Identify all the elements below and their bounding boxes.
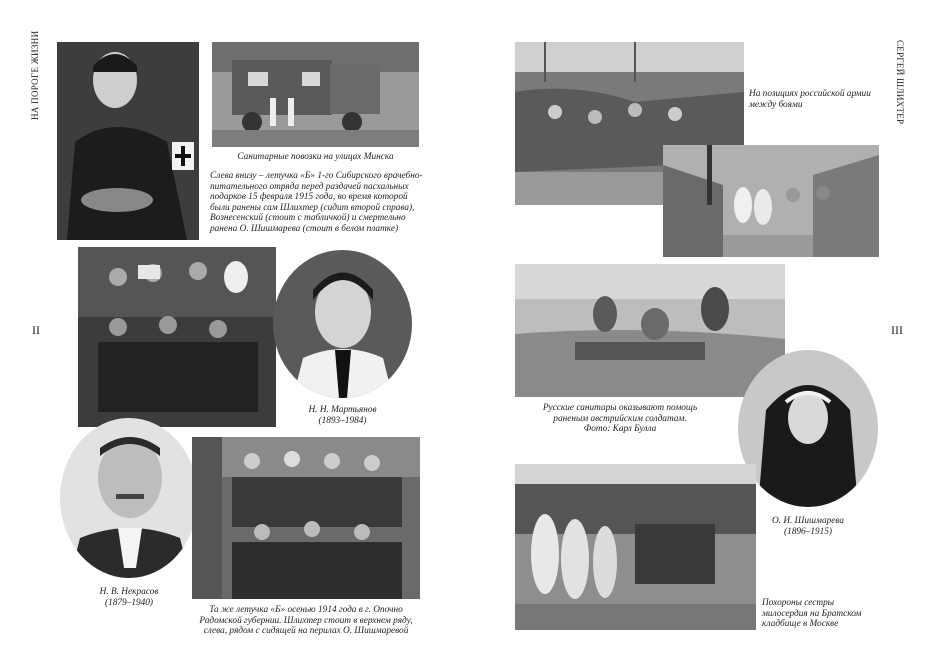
photo-medics-helping [515, 264, 785, 397]
caption-line: кладбище в Москве [762, 619, 839, 630]
left-page-number: II [32, 323, 40, 337]
group-photo-detachment [78, 247, 276, 427]
caption-line: (1893–1984) [318, 415, 367, 426]
caption-line: Фото: Карл Булла [583, 424, 657, 435]
caption-detachment-b [210, 171, 435, 235]
photo-funeral-nurse [515, 464, 756, 630]
caption-line: Русские санитары оказывают помощь [542, 403, 698, 413]
caption-line: раненым австрийским солдатам. [553, 413, 687, 424]
caption-line: питательного отряда перед раздачей пасхальных [210, 181, 409, 192]
caption-nekrasov [60, 587, 198, 608]
caption-line: подарков 15 февраля 1915 года, во время которой [210, 192, 408, 203]
caption-line: Радомской губернии. Шлихтер стоит в верхнем ряду, [199, 615, 413, 626]
caption-line: О. И. Шишмарева [771, 516, 845, 526]
caption-martyanov [273, 405, 412, 426]
right-running-head: СЕРГЕЙ ШЛИХТЕР [895, 40, 905, 125]
caption-line: Н. Н. Мартьянов [308, 405, 377, 415]
caption-minsk-carts: Санитарные повозки на улицах Минска [237, 152, 394, 162]
caption-line: Н. В. Некрасов [99, 587, 159, 597]
caption-funeral [762, 598, 912, 630]
caption-shishmareva [748, 516, 868, 537]
caption-line: милосердия на Братском [762, 608, 862, 619]
left-running-head: НА ПОРОГЕ ЖИЗНИ [30, 30, 40, 120]
oval-portrait-shishmareva [738, 350, 878, 507]
caption-line: ранена О. Шишмарева (стоит в белом платке) [210, 223, 399, 234]
caption-army-positions [749, 89, 889, 110]
caption-line: (1896–1915) [783, 526, 833, 537]
photo-trench-nurses [663, 145, 879, 257]
photo-sanitary-carts-minsk [212, 42, 419, 147]
caption-medics [515, 403, 725, 435]
oval-portrait-nekrasov [60, 418, 198, 578]
group-photo-radom [192, 437, 420, 599]
caption-line: Та же летучка «Б» осенью 1914 года в г. Опочно [209, 605, 403, 615]
caption-line: (1879–1940) [104, 597, 154, 608]
caption-line: между боями [749, 99, 803, 110]
caption-radom [185, 605, 427, 637]
oval-portrait-martyanov [273, 250, 412, 398]
portrait-photo-schlichter [57, 42, 199, 240]
caption-line: Вознесенский (стоит с табличкой) и смертельно [210, 213, 406, 224]
caption-line: Слева внизу – летучка «Б» 1-го Сибирского врачебно- [210, 171, 423, 181]
right-page-number: III [891, 323, 903, 337]
caption-line: На позициях российской армии [749, 89, 871, 99]
caption-line: слева, рядом с сидящей на перилах О. Шишмаревой [203, 626, 409, 637]
caption-line: Похороны сестры [762, 598, 835, 608]
caption-line: были ранены сам Шлихтер (сидит второй справа), [210, 202, 415, 213]
